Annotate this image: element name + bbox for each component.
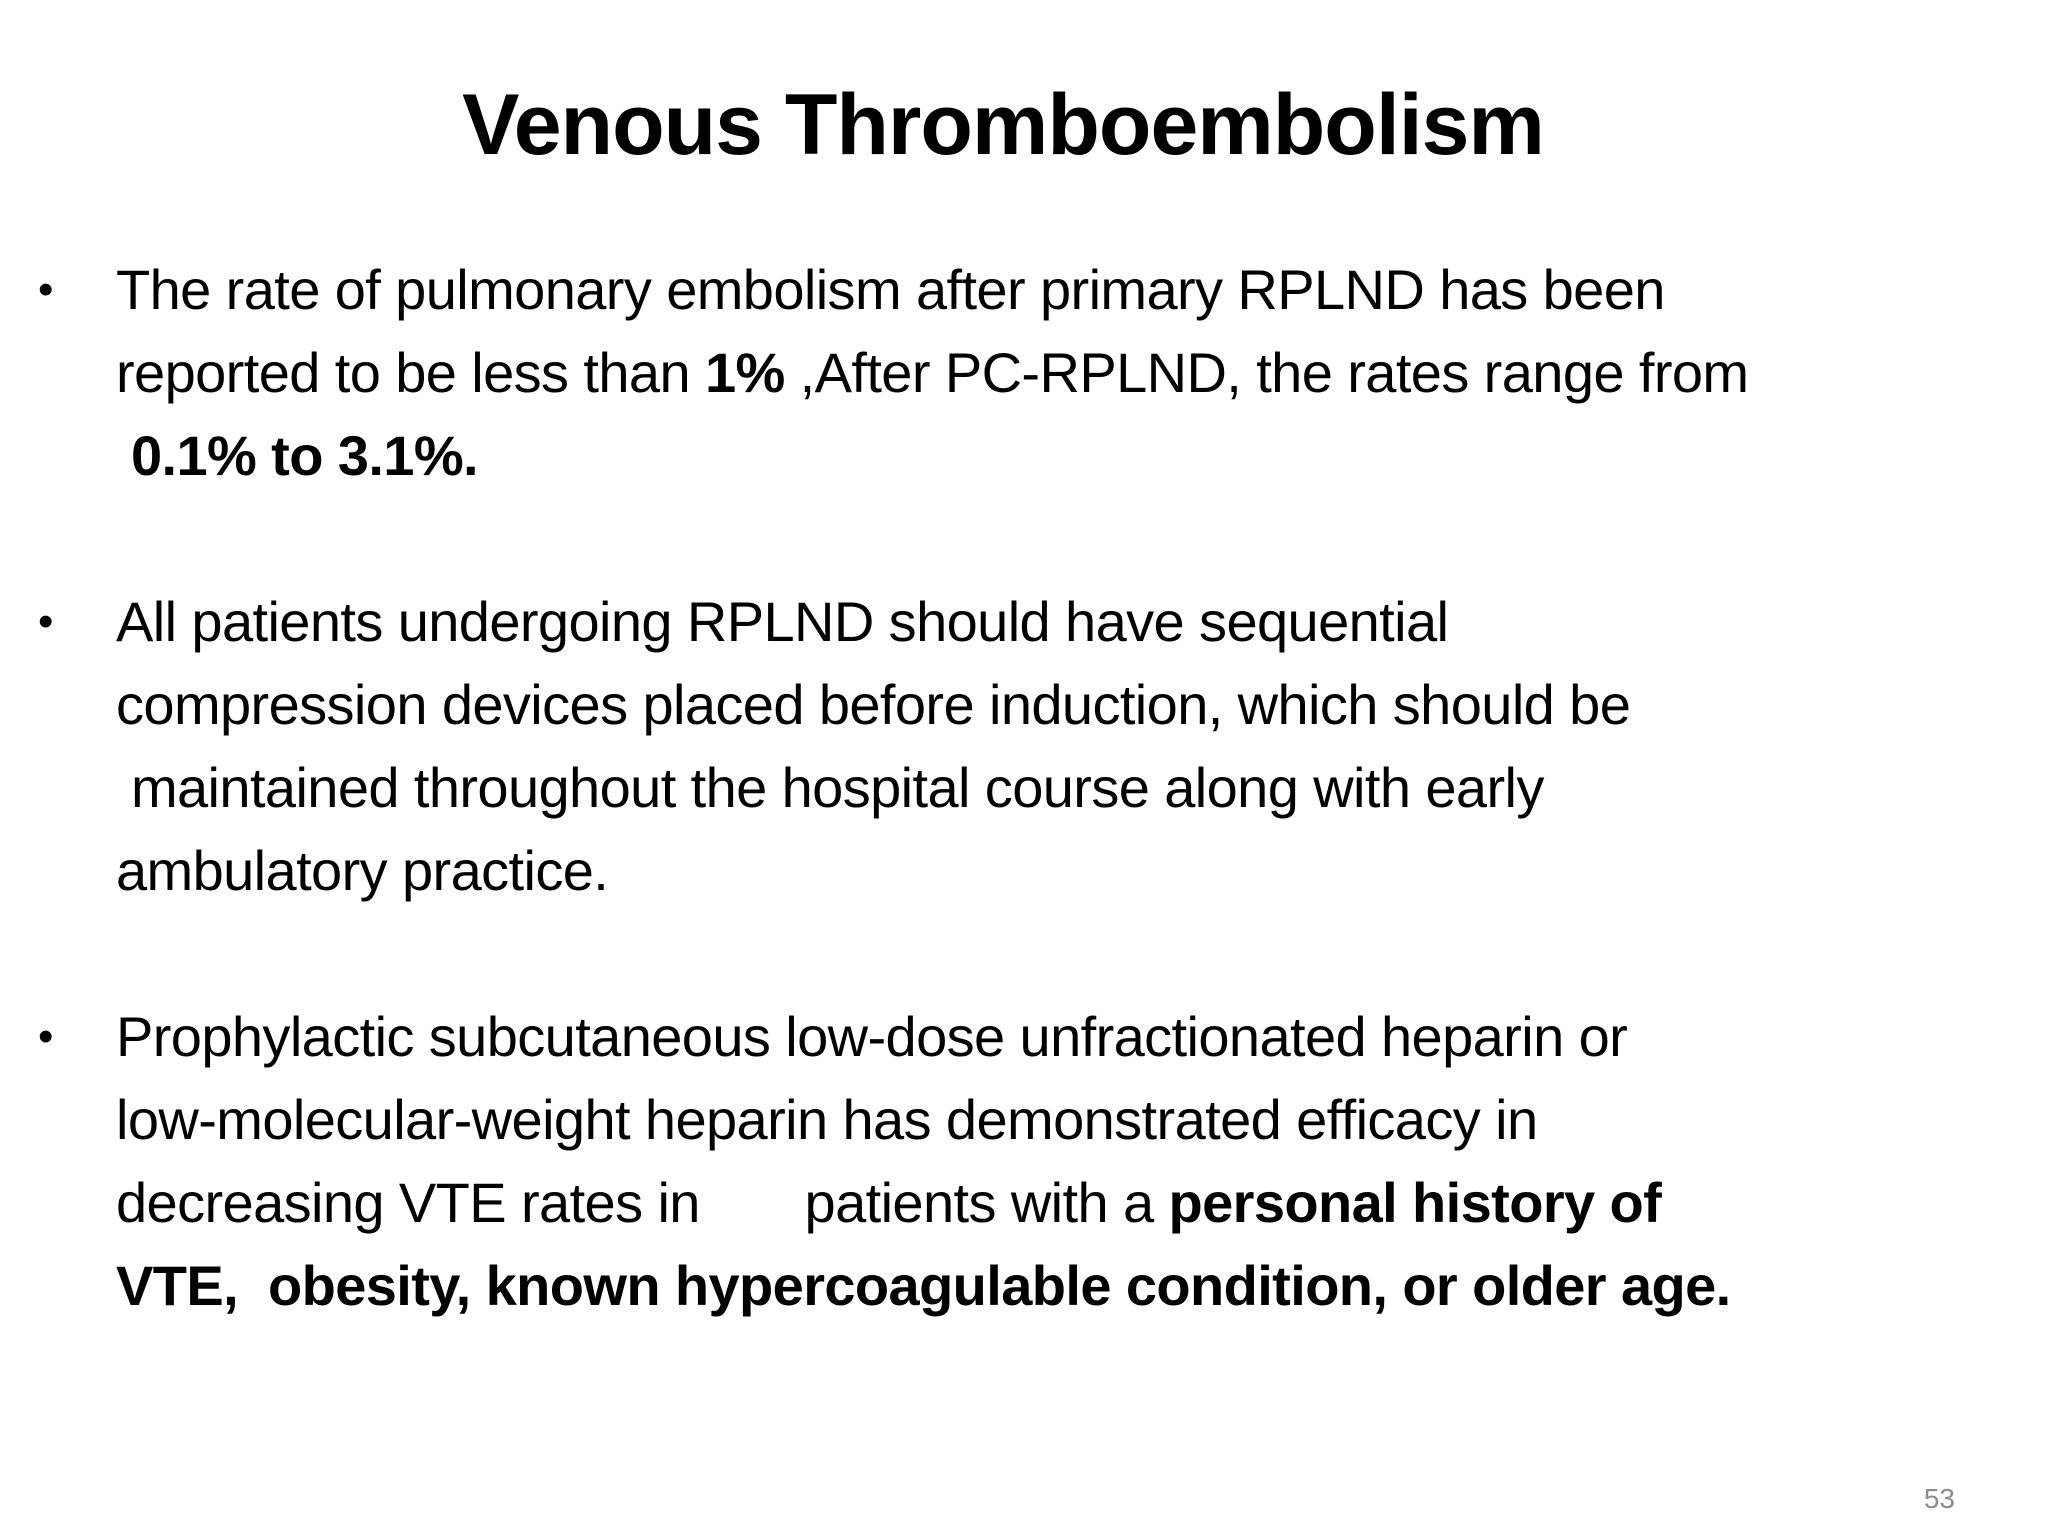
text-run: reported to be less than xyxy=(116,341,705,404)
text-line xyxy=(116,414,2000,497)
bullet-item-pulmonary-embolism-rate xyxy=(0,248,2000,497)
text-run: compression devices placed before induction, which should be xyxy=(116,673,1631,736)
bullet-item-compression-devices xyxy=(0,580,2000,912)
text-run xyxy=(116,424,131,487)
text-line xyxy=(116,580,2000,663)
text-run: low-molecular-weight heparin has demonstrated efficacy in xyxy=(116,1088,1538,1151)
emphasis-run: 0.1% to 3.1%. xyxy=(130,424,478,487)
text-line xyxy=(116,663,2000,746)
bullet-list xyxy=(0,248,2000,1327)
text-run: The rate of pulmonary embolism after primary RPLND has been xyxy=(116,258,1665,321)
text-line xyxy=(116,1078,2000,1161)
text-line xyxy=(116,248,2000,331)
page-number: 53 xyxy=(1923,1483,1955,1514)
bullet-icon: • xyxy=(38,597,53,646)
text-run: ambulatory practice. xyxy=(116,839,609,902)
text-run: All patients undergoing RPLND should have sequential xyxy=(116,590,1449,653)
text-line xyxy=(116,331,2000,414)
text-run: Prophylactic subcutaneous low-dose unfractionated heparin or xyxy=(116,1005,1628,1068)
bullet-icon: • xyxy=(38,1012,53,1061)
text-line xyxy=(116,1244,2000,1327)
slide-title: Venous Thromboembolism xyxy=(462,77,1544,173)
emphasis-run: VTE, obesity, known hypercoagulable condition, or older age. xyxy=(116,1254,1731,1317)
text-run: maintained throughout the hospital course along with early xyxy=(116,756,1544,819)
text-run: ,After PC-RPLND, the rates range from xyxy=(784,341,1749,404)
text-line xyxy=(116,995,2000,1078)
bullet-icon: • xyxy=(38,265,53,314)
emphasis-run: personal history of xyxy=(1168,1171,1662,1234)
text-line xyxy=(116,829,2000,912)
bullet-item-heparin-prophylaxis xyxy=(0,995,2000,1327)
text-line xyxy=(116,1161,2000,1244)
text-line xyxy=(116,746,2000,829)
emphasis-run: 1% xyxy=(704,341,785,404)
text-run: decreasing VTE rates in patients with a xyxy=(116,1171,1169,1234)
